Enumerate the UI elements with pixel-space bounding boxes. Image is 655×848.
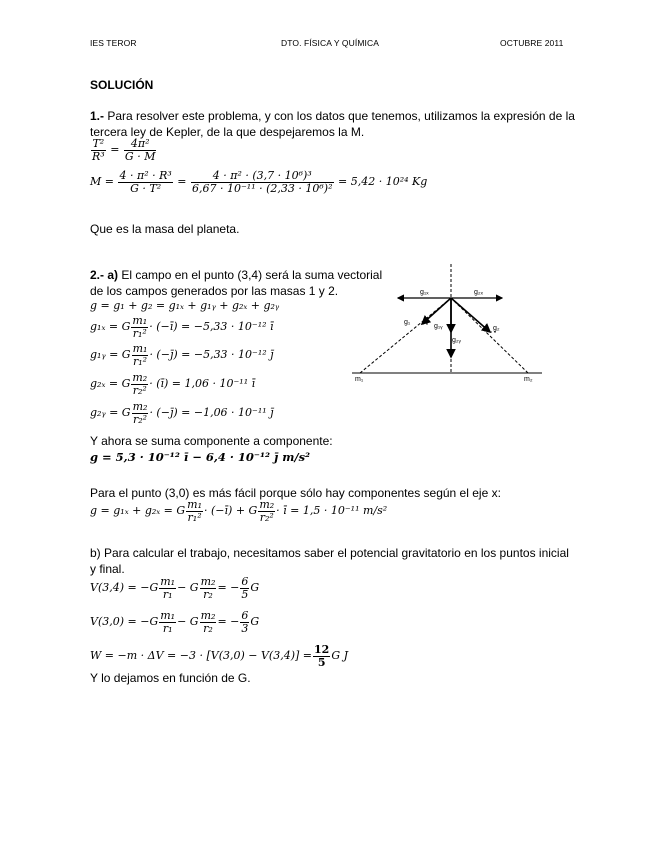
label-g2y: g₂ᵧ [452,337,461,344]
label-g1x: g₁ₓ [420,289,429,296]
p2-intro-line2: de los campos generados por las masas 1 y 2. [90,284,339,298]
p2-number: 2.- a) [90,268,119,282]
g2x-equation: g₂ₓ = G $\frac{\text{m₂}}{\text{r₂²}}$ · (ī) = 1,06 · 10⁻¹¹ ī [90,371,256,397]
p1-text-1: Para resolver este problema, y con los datos que tenemos, utilizamos la expresión de la [104,109,575,123]
label-g2x: g₂ₓ [474,289,483,296]
g2-vector [451,298,490,332]
p2b-line2: y final. [90,562,125,576]
label-m1: m₁ [355,376,364,383]
g1y-equation: g₁ᵧ = G $\frac{\text{m₁}}{\text{r₁²}}$ · (−j̄) = −5,33 · 10⁻¹² j̄ [90,342,274,368]
g1x-equation: g₁ₓ = G $\frac{\text{m₁}}{\text{r₁²}}$ · (−ī) = −5,33 · 10⁻¹² ī [90,314,274,340]
page-title: SOLUCIÓN [90,78,154,92]
g2y-equation: g₂ᵧ = G $\frac{\text{m₂}}{\text{r₂²}}$ · (−j̄) = −1,06 · 10⁻¹¹ j̄ [90,400,274,426]
line-m2-point [451,298,528,373]
total-field-34: g = 5,3 · 10⁻¹² ī − 6,4 · 10⁻¹² j̄ m/s² [90,450,311,464]
sum-components-text: Y ahora se suma componente a componente: [90,434,333,448]
kepler-law-equation: $\frac{\text{T²}}{\text{R³}}$ = $\frac{\text{4π²}}{G \cdot M}$ [92,137,156,163]
label-g1: g₁ [404,319,411,326]
label-m2: m₂ [524,376,533,383]
potential-30-equation: V(3,0) = −G $\frac{\text{m₁}}{\text{r₁}}$ − G $\frac{\text{m₂}}{\text{r₂}}$ = − $\frac{6}{3}$ G [90,609,260,635]
header-date: OCTUBRE 2011 [500,38,564,48]
g1-vector [422,298,451,324]
mass-equation: M = $\frac{\text{4 · π² · R³}}{\text{G · T²}}$ = $\frac{\text{4 · π² · (3,7 · 10⁶)³}}{\text{6,67 · 10⁻¹¹ · (2,33 · 10⁶)²}}$ = 5,42 · 10²⁴ Kg [90,169,428,195]
point-30-text: Para el punto (3,0) es más fácil porque sólo hay componentes según el eje x: [90,486,501,500]
p2b-label: b) [90,546,101,560]
label-g2: g₂ [493,325,500,332]
final-remark: Y lo dejamos en función de G. [90,671,251,685]
field-30-equation: g = g₁ₓ + g₂ₓ = G $\frac{\text{m₁}}{\text{r₁²}}$ · (−ī) + G $\frac{\text{m₂}}{\text{r₂²}}$ · ī = 1,5 · 10⁻¹¹ m/s² [90,498,388,524]
potential-34-equation: V(3,4) = −G $\frac{\text{m₁}}{\text{r₁}}$ − G $\frac{\text{m₂}}{\text{r₂}}$ = − $\frac{6}{5}$ G [90,575,260,601]
p2b-line1 [90,546,569,560]
p1-conclusion: Que es la masa del planeta. [90,222,240,236]
p1-intro-line2: tercera ley de Kepler, de la que despejaremos la M. [90,125,365,139]
p1-intro-line1 [90,109,575,123]
header-school: IES TEROR [90,38,137,48]
p1-number: 1.- [90,109,105,123]
header-department: DTO. FÍSICA Y QUÍMICA [281,38,379,48]
work-equation: W = −m · ΔV = −3 · [V(3,0) − V(3,4)] = $\frac{12}{5}$ G J [90,643,349,669]
label-g1y: g₁ᵧ [434,323,443,330]
gravity-field-diagram [350,262,545,387]
p2b-text-1: Para calcular el trabajo, necesitamos saber el potencial gravitatorio en los puntos inicial [100,546,569,560]
p2-intro-line1 [90,268,382,282]
p2-text-1: El campo en el punto (3,4) será la suma vectorial [118,268,383,282]
field-sum-equation: g = g₁ + g₂ = g₁ₓ + g₁ᵧ + g₂ₓ + g₂ᵧ [90,299,280,312]
